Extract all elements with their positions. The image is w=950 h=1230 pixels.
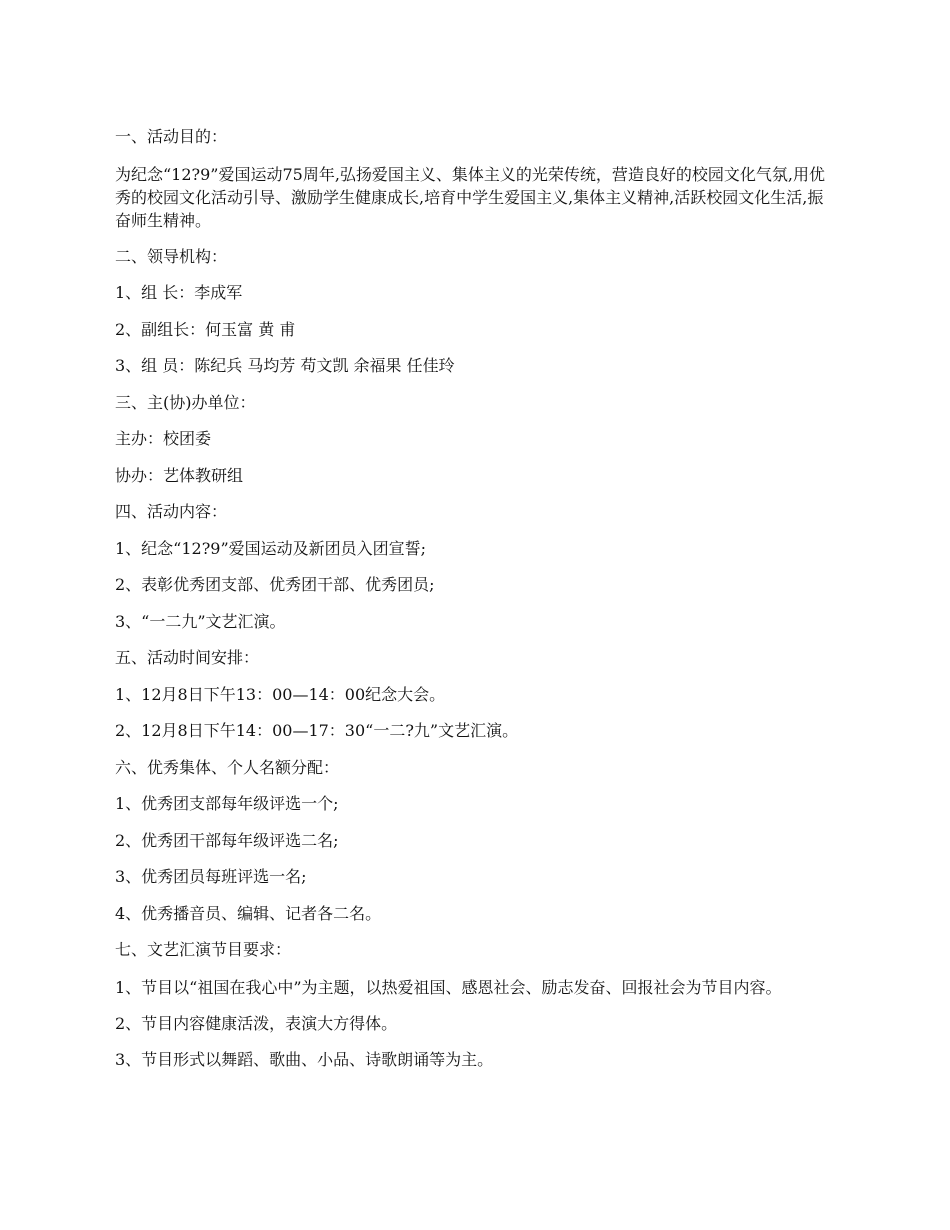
requirement-item: 1、节目以“祖国在我心中”为主题，以热爱祖国、感恩社会、励志发奋、回报社会为节目内容。 xyxy=(115,977,782,997)
section-heading-requirements: 七、文艺汇演节目要求： xyxy=(115,940,292,959)
section-heading-content: 四、活动内容： xyxy=(115,502,228,521)
quota-item: 1、优秀团支部每年级评选一个; xyxy=(115,794,339,813)
members-item: 3、组 员：陈纪兵 马均芳 苟文凯 余福果 任佳玲 xyxy=(115,356,455,375)
section-heading-leadership: 二、领导机构： xyxy=(115,246,228,266)
quota-item: 2、优秀团干部每年级评选二名; xyxy=(115,830,339,850)
quota-item: 3、优秀团员每班评选一名; xyxy=(115,867,307,886)
section-heading-quota: 六、优秀集体、个人名额分配： xyxy=(115,757,340,777)
deputy-leader-item: 2、副组长：何玉富 黄 甫 xyxy=(115,319,296,339)
quota-item: 4、优秀播音员、编辑、记者各二名。 xyxy=(115,903,382,923)
host-item: 主办：校团委 xyxy=(115,429,212,448)
content-item: 3、“一二九”文艺汇演。 xyxy=(115,611,286,631)
document-body xyxy=(115,126,835,1086)
section-heading-organizers: 三、主(协)办单位： xyxy=(115,392,256,412)
requirement-item: 2、节目内容健康活泼，表演大方得体。 xyxy=(115,1013,398,1033)
content-item: 1、纪念“12?9”爱国运动及新团员入团宣誓; xyxy=(115,538,427,558)
requirement-item: 3、节目形式以舞蹈、歌曲、小品、诗歌朗诵等为主。 xyxy=(115,1050,494,1069)
schedule-item: 1、12月8日下午13：00—14：00纪念大会。 xyxy=(115,684,446,704)
co-host-item: 协办：艺体教研组 xyxy=(115,465,244,485)
leader-item: 1、组 长：李成军 xyxy=(115,283,243,302)
schedule-item: 2、12月8日下午14：00—17：30“一二?九”文艺汇演。 xyxy=(115,721,519,740)
section-heading-purpose: 一、活动目的： xyxy=(115,127,228,146)
purpose-text: 为纪念“12?9”爱国运动75周年,弘扬爱国主义、集体主义的光荣传统，营造良好的校园文化气氛,用优秀的校园文化活动引导、激励学生健康成长,培育中学生爱国主义,集体主义精神,活跃校园文化生活,振奋师生精神。 xyxy=(115,164,826,230)
content-item: 2、表彰优秀团支部、优秀团干部、优秀团员; xyxy=(115,575,435,594)
section-heading-schedule: 五、活动时间安排： xyxy=(115,648,260,667)
